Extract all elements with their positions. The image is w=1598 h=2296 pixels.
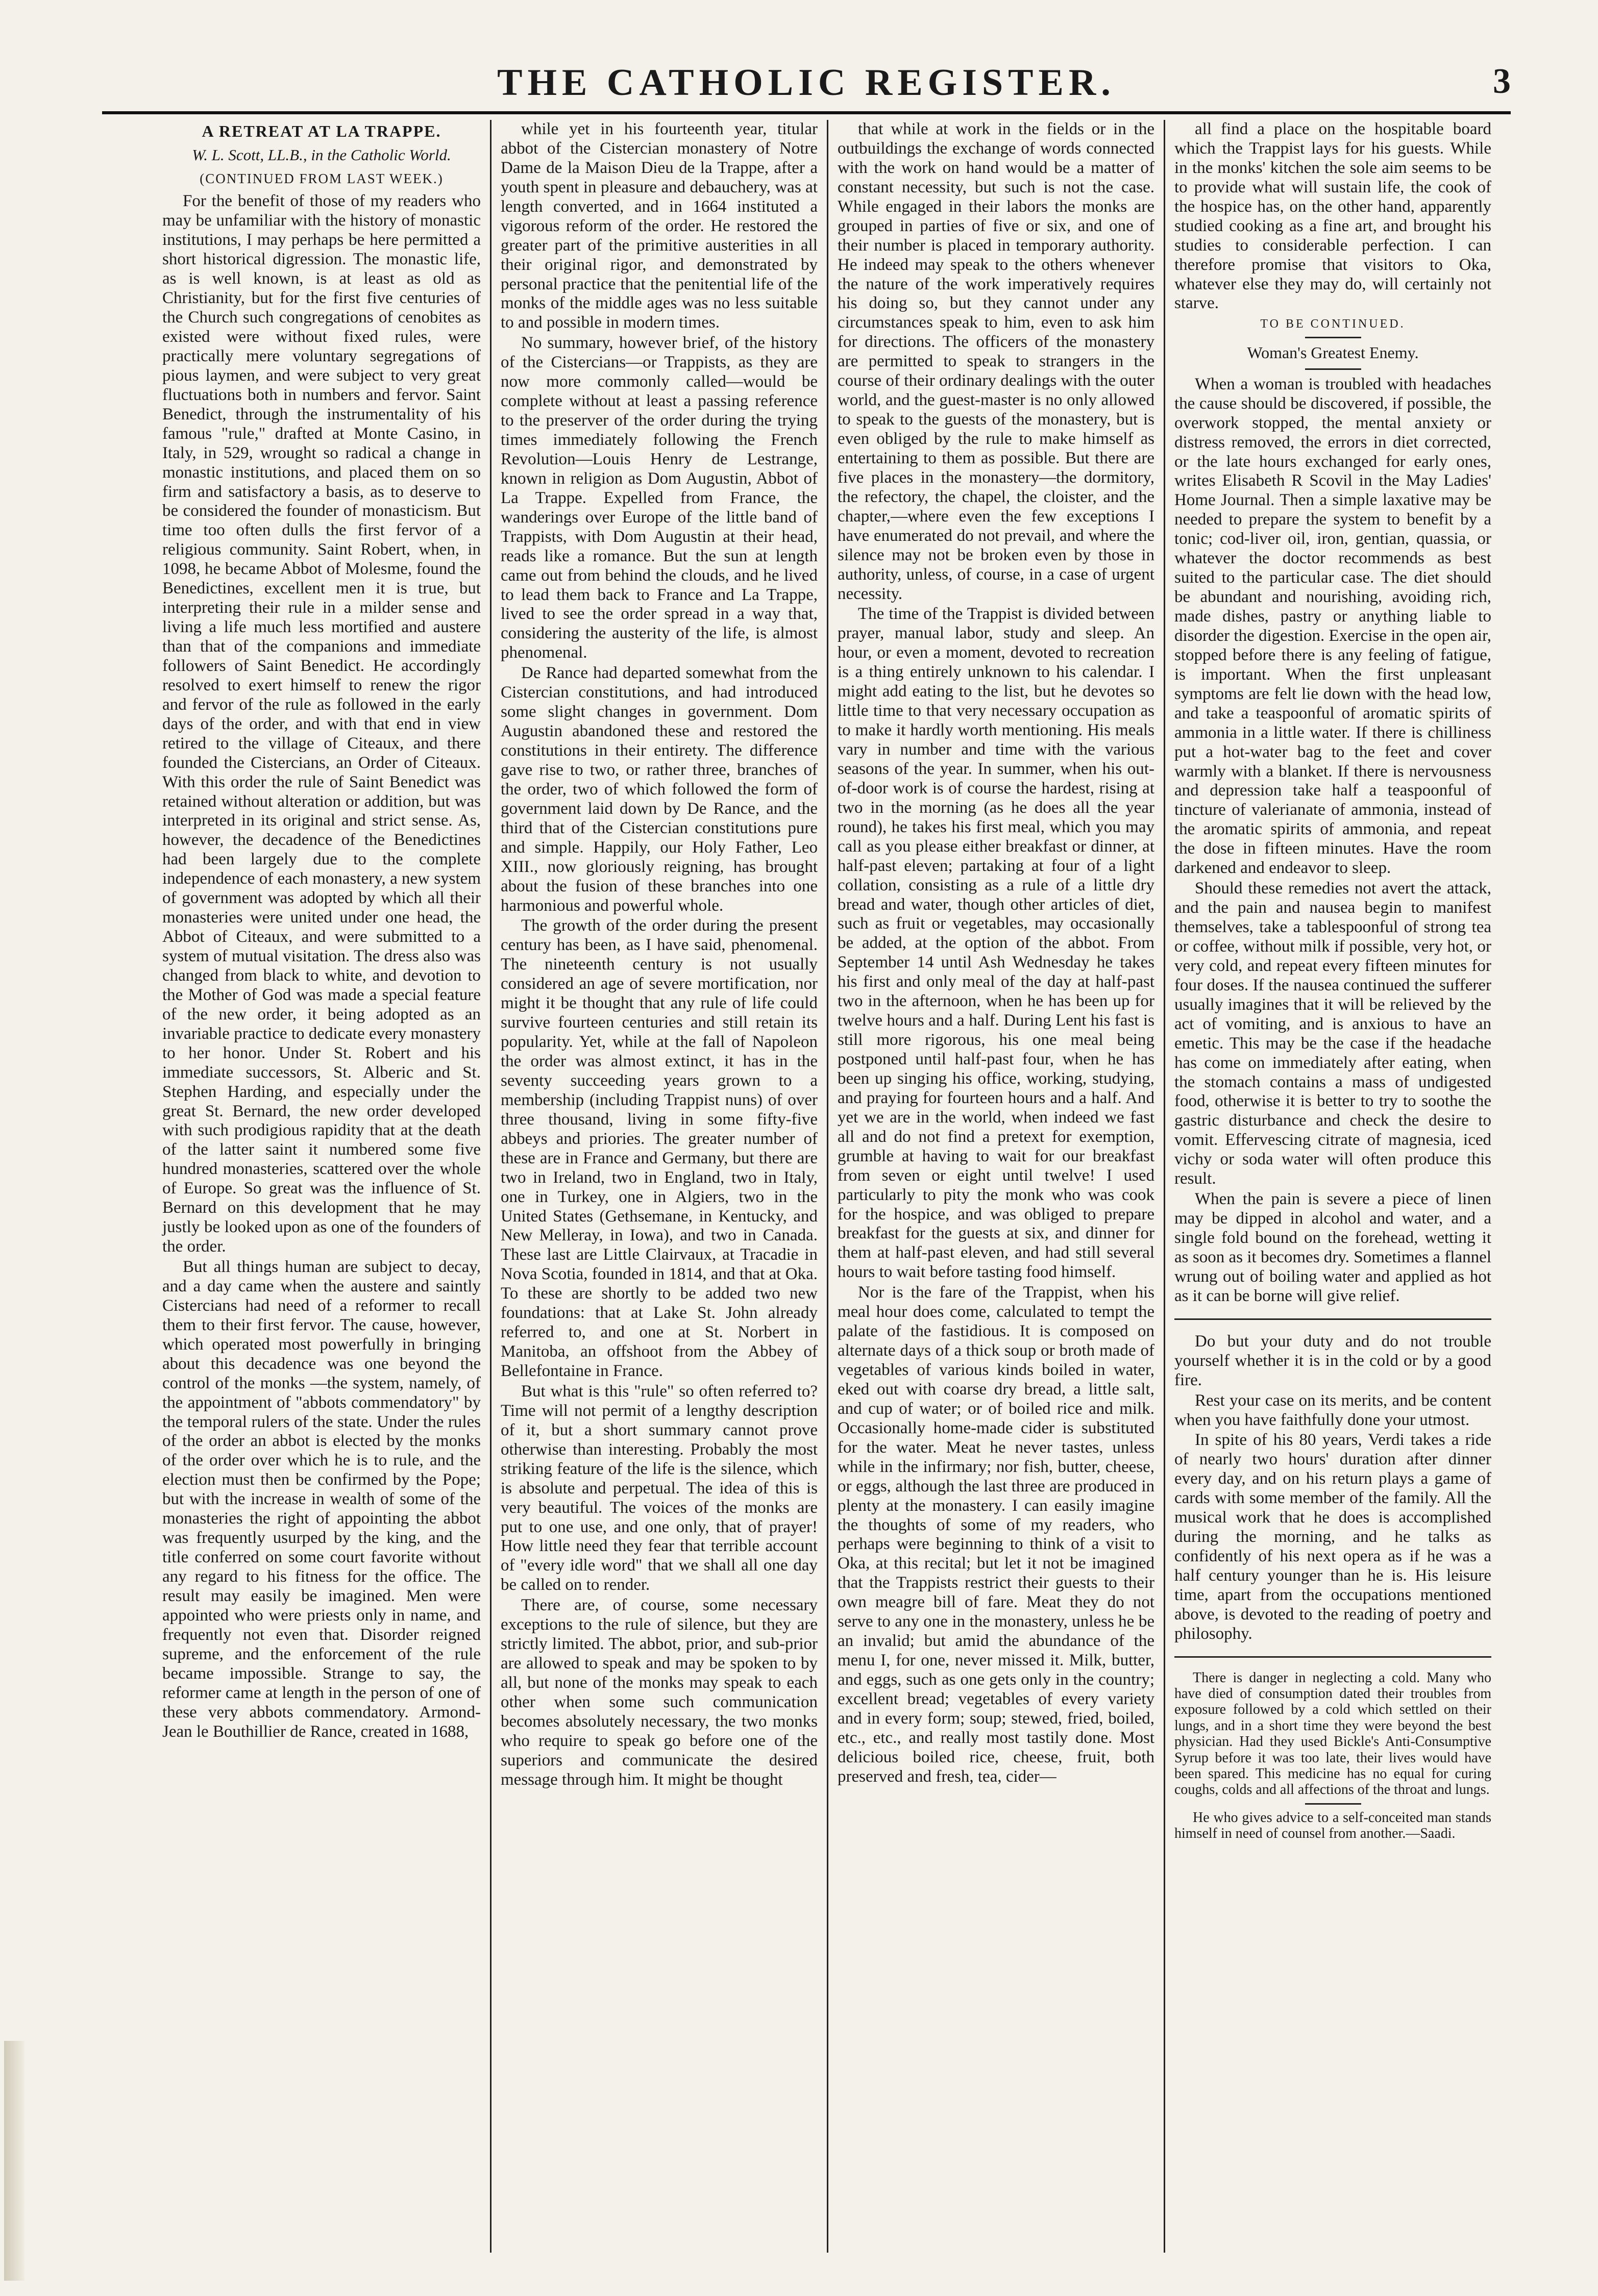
article-headline: A RETREAT AT LA TRAPPE. xyxy=(202,122,441,140)
advert-block xyxy=(1174,1670,1491,1798)
article-paragraph: For the benefit of those of my readers who may be unfamiliar with the history of monastic institutions, I may perhaps be here permitted a short historical digression. The monastic life, as is well known, is at least as old as Christianity, but for the first five centuries of the Church such congregations of cenobites as existed were without fixed rules, were practically mere voluntary segregations of pious laymen, and were subject to very great fluctuations both in numbers and fervor. Saint Benedict, through the instrumentality of his famous "rule," drafted at Monte Casino, in Italy, in 529, wrought so radical a change in monastic institutions, and placed them on so firm and satisfactory a basis, as to deserve to be considered the founder of monasticism. But time too often dulls the first fervor of a religious community. Saint Robert, when, in 1098, he became Abbot of Molesme, found the Benedictines, excellent men it is true, but interpreting their rule in a milder sense and living a life much less mortified and austere than that of the companions and immediate followers of Saint Benedict. He accordingly resolved to exert himself to renew the rigor and fervor of the rule as followed in the early days of the order, and with that end in view retired to the village of Citeaux, and there founded the Cistercians, an Order of Citeaux. With this order the rule of Saint Benedict was retained without alteration or addition, but was interpreted in its original and strict sense. As, however, the decadence of the Benedictines had been largely due to the complete independence of each monastery, a new system of government was adopted by which all their monasteries were united under one head, the Abbot of Citeaux, and were submitted to a system of mutual visitation. The dress also was changed from black to white, and devotion to the Mother of God was made a special feature of the new order, it being adopted as an invariable practice to dedicate every monastery to her honor. Under St. Robert and his immediate successors, St. Alberic and St. Stephen Harding, and especially under the great St. Bernard, the new order developed with such prodigious rapidity that at the death of the latter saint it numbered some five hundred monasteries, scattered over the whole of Europe. So great was the influence of St. Bernard on this development that he may justly be looked upon as one of the founders of the order. xyxy=(162,192,481,1256)
proverb-block xyxy=(1174,1810,1491,1842)
article-paragraph: But all things human are subject to decay, and a day came when the austere and saintly Cistercians had need of a reformer to recall them to their first fervor. The cause, however, which operated most powerfully in bringing about this decadence was one beyond the control of the monks —the system, namely, of the appointment of "abbots commendatory" by the temporal rulers of the state. Under the rules of the order an abbot is elected by the monks of the order over which he is to rule, and the election must then be confirmed by the Pope; but with the increase in wealth of some of the monasteries the right of appointing the abbot was frequently usurped by the king, and the title conferred on some court favorite without any regard to his fitness for the office. The result may easily be imagined. Men were appointed who were priests only in name, and frequently not even that. Disorder reigned supreme, and the enforcement of the rule became impossible. Strange to say, the reformer came at length in the person of one of these very abbots commendatory. Armond-Jean le Bouthillier de Rance, created in 1688, xyxy=(162,1258,481,1741)
article-paragraph: When the pain is severe a piece of linen may be dipped in alcohol and water, and a single fold bound on the forehead, wetting it as soon as it becomes dry. Sometimes a flannel wrung out of boiling water and applied as hot as it can be borne will give relief. xyxy=(1174,1190,1491,1305)
to-be-continued: TO BE CONTINUED. xyxy=(1260,317,1406,331)
section-divider xyxy=(1305,337,1361,338)
article-byline: W. L. Scott, LL.B., in the Catholic World. xyxy=(192,145,451,164)
continued-note: (CONTINUED FROM LAST WEEK.) xyxy=(200,171,444,187)
section-divider xyxy=(1305,368,1361,370)
section-divider xyxy=(1305,1803,1361,1805)
article-paragraph: There are, of course, some necessary exceptions to the rule of silence, but they are strictly limited. The abbot, prior, and sub-prior are allowed to speak and may be spoken to by all, but none of the monks may speak to each other when some such communication becomes absolutely necessary, the two monks who require to speak go before one of the superiors and communicate the desired message through him. It might be thought xyxy=(501,1596,818,1789)
page-number: 3 xyxy=(1493,62,1511,101)
proverb-text: He who gives advice to a self-conceited man stands himself in need of counsel from another.—Saadi. xyxy=(1174,1809,1491,1841)
article-paragraph: all find a place on the hospitable board which the Trappist lays for his guests. While in the monks' kitchen the sole aim seems to be to provide what will sustain life, the cook of the hospice has, on the other hand, apparently studied cooking as a fine art, and brought his studies to considerable perfection. I can therefore promise that visitors to Oka, whatever else they may do, will certainly not starve. xyxy=(1174,120,1491,313)
article-paragraph: Nor is the fare of the Trappist, when his meal hour does come, calculated to tempt the palate of the fastidious. It is composed on alternate days of a thick soup or broth made of vegetables of various kinds boiled in water, eked out with coarse dry bread, a little salt, and cup of water; or of boiled rice and milk. Occasionally home-made cider is substituted for the water. Meat he never tastes, unless while in the infirmary; nor fish, butter, cheese, or eggs, although the last three are produced in plenty at the monastery. I can easily imagine the thoughts of some of my readers, who perhaps were beginning to think of a visit to Oka, at this recital; but let it not be imagined that the Trappists restrict their guests to their own meagre bill of fare. Meat they do not serve to any one in the monastery, unless he be an invalid; but amid the abundance of the menu I, for one, never missed it. Milk, butter, and eggs, such as one gets only in the country; excellent bread; vegetables of every variety and in every form; soup; stewed, fried, boiled, etc., etc., and really most tastily done. Most delicious boiled rice, cheese, fruit, both preserved and fresh, tea, cider— xyxy=(838,1283,1154,1786)
advert-text: There is danger in neglecting a cold. Many who have died of consumption dated their troubles from exposure followed by a cold which settled on their lungs, and in a short time they were beyond the best physician. Had they used Bickle's Anti-Consumptive Syrup before it was too late, their lives would have been spared. This medicine has no equal for curing coughs, colds and all affections of the throat and lungs. xyxy=(1174,1669,1491,1798)
column-3 xyxy=(827,120,1164,2253)
article-paragraph: No summary, however brief, of the history of the Cistercians—or Trappists, as they are now more commonly called—would be complete without at least a passing reference to the preserver of the order during the trying times immediately following the French Revolution—Louis Henry de Lestrange, known in religion as Dom Augustin, Abbot of La Trappe. Expelled from France, the wanderings over Europe of the little band of Trappists, with Dom Augustin at their head, reads like a romance. But the sun at length came out from behind the clouds, and he lived to lead them back to France and La Trappe, lived to see the order spread in a way that, considering the austerity of the life, is almost phenomenal. xyxy=(501,334,818,662)
article-paragraph: The time of the Trappist is divided between prayer, manual labor, study and sleep. An hour, or even a moment, devoted to recreation is a thing entirely unknown to his calendar. I might add eating to the list, but he devotes so little time to that very necessary occupation as to make it hardly worth mentioning. His meals vary in number and time with the various seasons of the year. In summer, when his out-of-door work is of course the hardest, rising at two in the morning (as he does all the year round), he takes his first meal, which you may call as you please either breakfast or dinner, at half-past eleven; partaking at four of a light collation, consisting as a rule of a little dry bread and water, though other articles of diet, such as fruit or vegetables, may occasionally be added, at the option of the abbot. From September 14 until Ash Wednesday he takes his first and only meal of the day at half-past two in the afternoon, when he has been up for twelve hours and a half. During Lent his fast is still more rigorous, his one meal being postponed until half-past four, when he has been up singing his office, working, studying, and praying for fourteen hours and a half. And yet we are in the world, when indeed we fast all and do not find a pretext for exemption, grumble at having to wait for our breakfast from seven or eight until twelve! I used particularly to pity the monk who was cook for the hospice, and was obliged to prepare breakfast for the guests at six, and dinner for them at half-past eleven, and had still several hours to wait before tasting food himself. xyxy=(838,605,1154,1282)
masthead-rule xyxy=(102,111,1511,114)
filler-paragraph: In spite of his 80 years, Verdi takes a ride of nearly two hours' duration after dinner every day, and on his return plays a game of cards with some member of the family. All the musical work that he does is accomplished during the morning, and he talks as confidently of his next opera as if he was a half century younger than he is. His leisure time, apart from the occupations mentioned above, is devoted to the reading of poetry and philosophy. xyxy=(1174,1431,1491,1643)
scan-edge-shadow xyxy=(4,2041,24,2281)
article-headline-enemy: Woman's Greatest Enemy. xyxy=(1247,343,1419,362)
article-paragraph: When a woman is troubled with headaches the cause should be discovered, if possible, the overwork stopped, the mental anxiety or distress removed, the errors in diet corrected, or the late hours exchanged for early ones, writes Elisabeth R Scovil in the May Ladies' Home Journal. Then a simple laxative may be needed to prepare the system to benefit by a tonic; cod-liver oil, iron, gentian, quassia, or whatever the doctor recommends as best suited to the particular case. The diet should be abundant and nourishing, avoiding rich, made dishes, pastry or anything liable to disorder the digestion. Exercise in the open air, stopped before there is any feeling of fatigue, is important. When the first unpleasant symptoms are felt lie down with the head low, and take a teaspoonful of aromatic spirits of ammonia in a little water. If there is chilliness put a hot-water bag to the feet and cover warmly with a blanket. If there is nervousness and depression take half a teaspoonful of tincture of valerianate of ammonia, instead of the aromatic spirits of ammonia, and repeat the dose in fifteen minutes. Have the room darkened and endeavor to sleep. xyxy=(1174,375,1491,878)
masthead xyxy=(102,61,1511,117)
article-paragraph: De Rance had departed somewhat from the Cistercian constitutions, and had introduced some slight changes in government. Dom Augustin abandoned these and restored the constitutions in their entirety. The difference gave rise to two, or rather three, branches of the order, two of which followed the form of government laid down by De Rance, and the third that of the Cistercian constitutions pure and simple. Happily, our Holy Father, Leo XIII., now gloriously reigning, has brought about the fusion of these branches into one harmonious and powerful whole. xyxy=(501,664,818,915)
filler-paragraph: Rest your case on its merits, and be content when you have faithfully done your utmost. xyxy=(1174,1391,1491,1429)
article-paragraph: that while at work in the fields or in the outbuildings the exchange of words connected with the work on hand would be a matter of constant necessity, but such is not the case. While engaged in their labors the monks are grouped in parties of five or six, and one of their number is placed in temporary authority. He indeed may speak to the others whenever the nature of the work imperatively requires his doing so, but they cannot under any circumstances speak to him, even to ask him for directions. The officers of the monastery are permitted to speak to strangers in the course of their ordinary dealings with the outer world, and the guest-master is no only allowed to speak to the guests of the monastery, but is even obliged by the rule to make himself as entertaining to them as possible. But there are five places in the monastery—the dormitory, the refectory, the chapel, the cloister, and the chapter,—where even the few exceptions I have enumerated do not prevail, and where the silence may not be broken even by those in authority, unless, of course, in a case of urgent necessity. xyxy=(838,120,1154,603)
article-paragraph: while yet in his fourteenth year, titular abbot of the Cistercian monastery of Notre Dame de la Maison Dieu de la Trappe, after a youth spent in pleasure and debauchery, was at length converted, and in 1664 instituted a vigorous reform of the order. He restored the greater part of the primitive austerities in all their original rigor, and demonstrated by personal practice that the penitential life of the monks of the middle ages was no less suitable to and possible in modern times. xyxy=(501,120,818,332)
filler-paragraph: Do but your duty and do not trouble yourself whether it is in the cold or by a good fire. xyxy=(1174,1332,1491,1389)
article-columns xyxy=(153,120,1501,2253)
article-paragraph: Should these remedies not avert the attack, and the pain and nausea begin to manifest themselves, take a tablespoonful of strong tea or coffee, without milk if possible, very hot, or very cold, and repeat every fifteen minutes for four doses. If the nausea continued the sufferer usually imagines that it will be relieved by the act of vomiting, and is anxious to have an emetic. This may be the case if the headache has come on immediately after eating, when the stomach contains a mass of undigested food, otherwise it is better to try to soothe the gastric disturbance and check the desire to vomit. Effervescing citrate of magnesia, iced vichy or soda water will often produce this result. xyxy=(1174,879,1491,1188)
column-2 xyxy=(490,120,827,2253)
column-1 xyxy=(153,120,490,2253)
article-paragraph: The growth of the order during the present century has been, as I have said, phenomenal. The nineteenth century is not usually considered an age of severe mortification, nor might it be thought that any rule of life could survive fourteen centuries and still retain its popularity. Yet, while at the fall of Napoleon the order was almost extinct, it has in the seventy succeeding years grown to a membership (including Trappist nuns) of over three thousand, living in some fifty-five abbeys and priories. The greater number of these are in France and Germany, but there are two in Ireland, two in England, two in Italy, one in Turkey, one in Algiers, two in the United States (Gethsemane, in Kentucky, and New Melleray, in Iowa), and two in Canada. These last are Little Clairvaux, at Tracadie in Nova Scotia, founded in 1814, and that at Oka. To these are shortly to be added two new foundations: that at Lake St. John already referred to, and one at St. Norbert in Manitoba, an offshoot from the Abbey of Bellefontaine in France. xyxy=(501,916,818,1380)
column-4 xyxy=(1164,120,1501,2253)
section-divider xyxy=(1174,1656,1491,1658)
newspaper-title: THE CATHOLIC REGISTER. xyxy=(497,62,1116,104)
article-paragraph: But what is this "rule" so often referred to? Time will not permit of a lengthy description of it, but a short summary cannot prove otherwise than interesting. Probably the most striking feature of the life is the silence, which is absolute and perpetual. The idea of this is very beautiful. The voices of the monks are put to one use, and one only, that of prayer! How little need they fear that terrible account of "every idle word" that we shall all one day be called on to render. xyxy=(501,1382,818,1594)
section-divider xyxy=(1174,1318,1491,1320)
